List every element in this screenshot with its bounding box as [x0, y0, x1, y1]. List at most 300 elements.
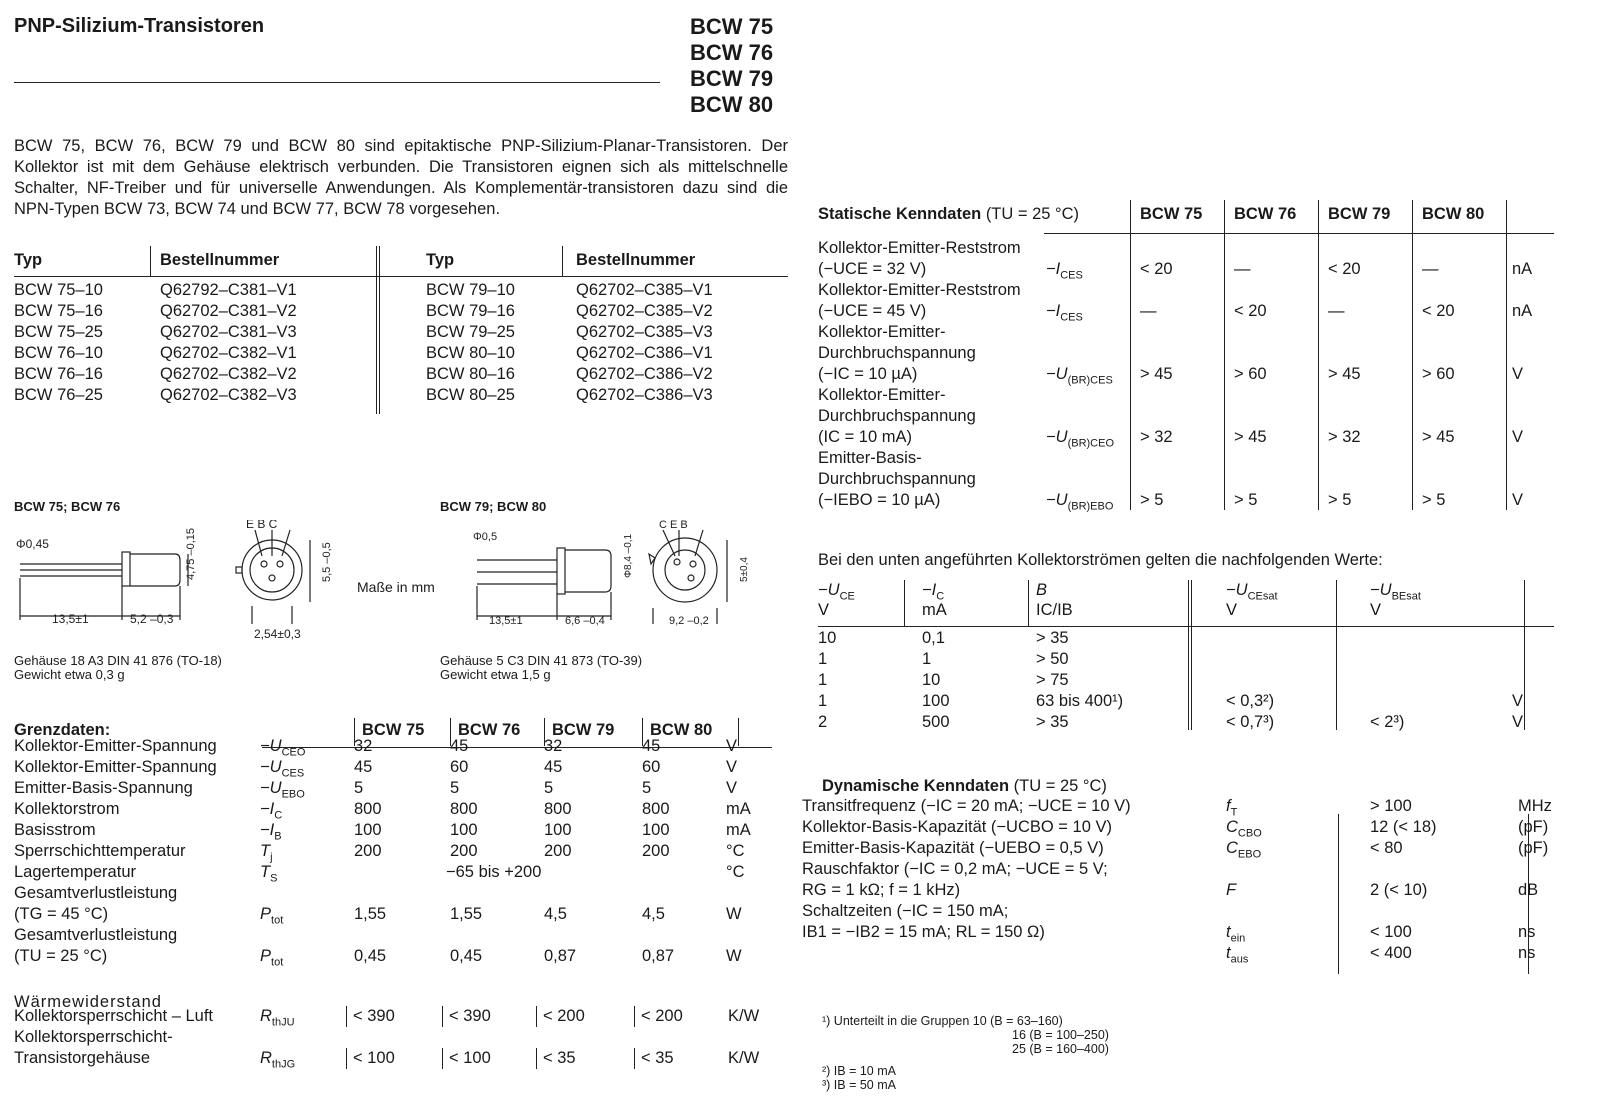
param-name: Transistorgehäuse [14, 1049, 151, 1067]
col-divider [904, 580, 905, 626]
dim-length: 13,5±1 [489, 615, 523, 627]
param-value: — [1328, 302, 1345, 320]
param-name: Durchbruchspannung [818, 344, 976, 362]
order-type-cell: BCW 75–25 [14, 323, 103, 341]
gain-cell: V [1512, 692, 1524, 710]
symbol-base: T [260, 863, 271, 881]
param-value: < 20 [1422, 302, 1455, 320]
param-name: Emitter-Basis-Kapazität (−UEBO = 0,5 V) [802, 839, 1104, 857]
param-value: 32 [544, 737, 563, 755]
param-name: Schaltzeiten (−IC = 150 mA; [802, 902, 1009, 920]
param-unit: ns [1518, 944, 1536, 962]
dim-d2: 5,5 –0,5 [321, 542, 333, 582]
gain-cell: 1 [818, 692, 828, 710]
param-span-value: −65 bis +200 [446, 863, 542, 881]
param-value: 5 [354, 779, 364, 797]
param-unit: V [1512, 365, 1524, 383]
symbol-subscript: ein [1230, 932, 1246, 945]
limits-col: BCW 80 [650, 721, 713, 739]
caption-right-2: Gewicht etwa 1,5 g [440, 667, 551, 682]
param-value: 45 [642, 737, 661, 755]
dynamic-table [800, 776, 1600, 986]
symbol-subscript: CE [839, 590, 855, 603]
order-type-cell: BCW 79–10 [426, 281, 515, 299]
gain-cell: > 35 [1036, 713, 1069, 731]
symbol-base: P [260, 947, 272, 965]
footnote: 25 (B = 160–400) [1012, 1042, 1109, 1056]
gain-header-unit: V [818, 601, 830, 619]
param-name: Kollektorsperrschicht – Luft [14, 1007, 214, 1025]
gain-cell: > 50 [1036, 650, 1069, 668]
order-number-cell: Q62702–C386–V2 [576, 365, 713, 383]
pin-labels: C E B [659, 520, 688, 531]
param-name: (−UCE = 45 V) [818, 302, 927, 320]
param-symbol [260, 1006, 295, 1033]
limits-col: BCW 76 [458, 721, 521, 739]
symbol-subscript: (BR)EBO [1067, 500, 1114, 513]
order-type-cell: BCW 76–16 [14, 365, 103, 383]
page-title: PNP-Silizium-Transistoren [14, 15, 265, 37]
gain-cell: 100 [922, 692, 950, 710]
col-divider [1318, 200, 1319, 510]
dynamic-title: Dynamische Kenndaten [822, 777, 1010, 795]
param-value: 0,87 [642, 947, 675, 965]
thermal-title: Wärmewiderstand [14, 993, 162, 1011]
static-title: Statische Kenndaten [818, 205, 982, 223]
gain-header-unit: IC/IB [1036, 601, 1073, 619]
param-value: > 5 [1328, 491, 1352, 509]
order-type-cell: BCW 75–16 [14, 302, 103, 320]
param-value: 0,45 [354, 947, 387, 965]
param-name: (−UCE = 32 V) [818, 260, 927, 278]
param-value: 4,5 [544, 905, 567, 923]
collector-note: Bei den unten angeführten Kollektorströmen gelten die nachfolgenden Werte: [818, 551, 1383, 569]
static-table [800, 200, 1600, 520]
param-name: Kollektor-Emitter-Spannung [14, 758, 217, 776]
param-condition: RG = 1 kΩ; f = 1 kHz) [802, 881, 961, 899]
param-unit: V [726, 758, 738, 776]
param-unit: (pF) [1518, 818, 1549, 836]
order-number-cell: Q62702–C386–V1 [576, 344, 713, 362]
param-unit: mA [726, 800, 751, 818]
col-divider [1028, 580, 1029, 626]
gain-cell: > 35 [1036, 629, 1069, 647]
param-value: 100 [450, 821, 478, 839]
order-type-cell: BCW 79–16 [426, 302, 515, 320]
gain-cell: > 75 [1036, 671, 1069, 689]
to18-drawing [10, 520, 340, 645]
dim-body: 6,6 –0,4 [565, 615, 605, 627]
gain-cell: 63 bis 400¹) [1036, 692, 1124, 710]
param-value: 100 [354, 821, 382, 839]
param-unit: W [726, 947, 742, 965]
param-name: Kollektor-Emitter- [818, 386, 946, 404]
order-col-divider [562, 246, 563, 276]
order-number-cell: Q62702–C386–V3 [576, 386, 713, 404]
param-condition: (TG = 45 °C) [14, 905, 109, 923]
param-symbol: F [1226, 881, 1237, 899]
order-number-cell: Q62702–C381–V3 [160, 323, 297, 341]
symbol-base: C [1226, 818, 1238, 836]
symbol-subscript: CES [1060, 269, 1083, 282]
param-value: 0,87 [544, 947, 577, 965]
param-value: > 45 [1328, 365, 1361, 383]
param-condition: IB1 = −IB2 = 15 mA; RL = 150 Ω) [802, 923, 1045, 941]
limits-header-rule [262, 747, 772, 748]
gain-cell: 500 [922, 713, 950, 731]
caption-right-1: Gehäuse 5 C3 DIN 41 873 (TO-39) [440, 653, 643, 668]
col-divider [1224, 200, 1225, 510]
gain-cell: < 2³) [1370, 713, 1405, 731]
symbol-base: −I [922, 581, 937, 599]
param-value: 200 [642, 842, 670, 860]
param-symbol [1046, 364, 1113, 391]
param-name: Gesamtverlustleistung [14, 884, 178, 902]
gain-cell: < 0,3²) [1226, 692, 1275, 710]
gain-cell: 1 [818, 671, 828, 689]
symbol-subscript: C [936, 590, 945, 603]
param-value: > 60 [1422, 365, 1455, 383]
param-value: 5 [642, 779, 652, 797]
param-value: < 20 [1328, 260, 1361, 278]
param-value: — [1234, 260, 1251, 278]
pin-labels: E B C [246, 520, 278, 531]
param-value: < 390 [346, 1006, 395, 1027]
symbol-base: f [1226, 797, 1231, 815]
param-value: < 80 [1370, 839, 1403, 857]
param-value: 45 [450, 737, 469, 755]
param-name: Durchbruchspannung [818, 470, 976, 488]
order-double-divider [376, 246, 380, 414]
param-value: 100 [544, 821, 572, 839]
dim-diameter: Φ0,5 [473, 531, 498, 543]
symbol-base: −U [1226, 581, 1248, 599]
order-type-cell: BCW 80–16 [426, 365, 515, 383]
symbol-subscript: aus [1230, 953, 1249, 966]
param-value: 60 [642, 758, 661, 776]
param-unit: nA [1512, 302, 1533, 320]
static-col: BCW 80 [1422, 205, 1485, 223]
to39-drawing [465, 520, 765, 645]
param-name: Kollektor-Emitter-Spannung [14, 737, 217, 755]
param-value: 200 [354, 842, 382, 860]
col-divider [1336, 580, 1337, 730]
dynamic-cond: (TU = 25 °C) [1013, 777, 1107, 795]
param-symbol [1226, 943, 1248, 970]
gain-cell: 10 [922, 671, 941, 689]
param-symbol [260, 1048, 295, 1075]
param-symbol [1046, 490, 1113, 517]
param-value: 200 [544, 842, 572, 860]
param-unit: ns [1518, 923, 1536, 941]
gain-header-unit: V [1226, 601, 1238, 619]
param-unit: °C [726, 863, 745, 881]
param-value: 800 [642, 800, 670, 818]
param-value: 60 [450, 758, 469, 776]
param-name: Lagertemperatur [14, 863, 136, 881]
param-name: Kollektor-Emitter-Reststrom [818, 239, 1021, 257]
footnote: ³) IB = 50 mA [822, 1078, 896, 1092]
dim-pitch: 9,2 –0,2 [669, 615, 709, 627]
type-name: BCW 76 [690, 40, 774, 65]
param-unit: MHz [1518, 797, 1552, 815]
symbol-base: −U [1046, 491, 1068, 509]
symbol-base: C [1226, 839, 1238, 857]
param-name: Kollektorstrom [14, 800, 120, 818]
gain-cell: < 0,7³) [1226, 713, 1275, 731]
order-number-cell: Q62702–C382–V3 [160, 386, 297, 404]
gain-cell: 10 [818, 629, 837, 647]
dim-length: 13,5±1 [52, 612, 89, 626]
static-col: BCW 79 [1328, 205, 1391, 223]
param-unit: (pF) [1518, 839, 1549, 857]
title-rule [14, 82, 660, 83]
param-value: < 400 [1370, 944, 1412, 962]
param-name: Emitter-Basis-Spannung [14, 779, 193, 797]
order-number-cell: Q62702–C381–V2 [160, 302, 297, 320]
param-name: (IC = 10 mA) [818, 428, 912, 446]
symbol-subscript: CEsat [1247, 590, 1278, 603]
dim-height: 4,75 –0,15 [185, 528, 197, 580]
gain-header-unit: mA [922, 601, 947, 619]
param-unit: mA [726, 821, 751, 839]
param-value: > 5 [1140, 491, 1164, 509]
param-name: Kollektor-Emitter- [818, 323, 946, 341]
param-value: 12 (< 18) [1370, 818, 1437, 836]
param-symbol [1226, 838, 1261, 865]
symbol-subscript: CBO [1237, 827, 1262, 840]
symbol-subscript: B [274, 830, 282, 843]
type-name: BCW 79 [690, 66, 774, 91]
param-value: > 45 [1422, 428, 1455, 446]
symbol-subscript: CES [1060, 311, 1083, 324]
param-unit: nA [1512, 260, 1533, 278]
limits-col: BCW 75 [362, 721, 425, 739]
param-value: < 35 [634, 1048, 674, 1069]
param-value: < 20 [1140, 260, 1173, 278]
footnote: ²) IB = 10 mA [822, 1064, 896, 1078]
param-name: Kollektorsperrschicht- [14, 1028, 173, 1046]
param-value: > 5 [1234, 491, 1258, 509]
param-value: — [1140, 302, 1157, 320]
param-value: 1,55 [450, 905, 483, 923]
symbol-subscript: C [274, 809, 283, 822]
caption-left-1: Gehäuse 18 A3 DIN 41 876 (TO-18) [14, 653, 222, 668]
param-symbol [260, 904, 283, 931]
param-value: < 390 [442, 1006, 491, 1027]
symbol-subscript: j [270, 851, 273, 864]
symbol-subscript: CEO [281, 746, 306, 759]
order-number-cell: Q62702–C385–V1 [576, 281, 713, 299]
param-symbol [1046, 301, 1083, 328]
param-value: > 32 [1328, 428, 1361, 446]
gain-cell: 1 [922, 650, 932, 668]
symbol-base: −U [1370, 581, 1392, 599]
order-number-cell: Q62702–C382–V2 [160, 365, 297, 383]
param-value: 800 [354, 800, 382, 818]
limits-title: Grenzdaten: [14, 721, 111, 739]
col-divider [1524, 580, 1525, 730]
param-value: 200 [450, 842, 478, 860]
param-value: 45 [354, 758, 373, 776]
order-number-cell: Q62702–C385–V2 [576, 302, 713, 320]
param-name: Kollektor-Emitter-Reststrom [818, 281, 1021, 299]
static-title-line [818, 204, 1079, 225]
symbol-subscript: CES [281, 767, 305, 780]
param-value: < 200 [634, 1006, 683, 1027]
symbol-base: −U [1046, 428, 1068, 446]
symbol-base: −I [260, 821, 275, 839]
order-header-bestellnummer: Bestellnummer [160, 251, 280, 269]
param-unit: V [1512, 428, 1524, 446]
param-value: > 5 [1422, 491, 1446, 509]
param-value: < 35 [536, 1048, 576, 1069]
symbol-subscript: S [270, 872, 278, 885]
param-value: 5 [544, 779, 554, 797]
intro-paragraph: BCW 75, BCW 76, BCW 79 und BCW 80 sind epitaktische PNP-Silizium-Planar-Transistoren. Der Kollektor ist mit dem Gehäuse elektrisch verbunden. Die Transistoren eignen sich als mittelschnelle Schalter, NF-Treiber und für universelle Anwendungen. Als Komplementär-transistoren dazu sind die NPN-Typen BCW 73, BCW 74 und BCW 77, BCW 78 vorgesehen. [14, 137, 788, 218]
order-type-cell: BCW 80–25 [426, 386, 515, 404]
symbol-subscript: BEsat [1391, 590, 1421, 603]
symbol-subscript: thJG [271, 1058, 296, 1071]
symbol-base: −U [818, 581, 840, 599]
symbol-base: −I [1046, 302, 1061, 320]
param-value: < 20 [1234, 302, 1267, 320]
param-unit: K/W [728, 1007, 760, 1025]
gain-table [800, 580, 1600, 750]
symbol-base: T [260, 842, 271, 860]
param-name: Emitter-Basis- [818, 449, 922, 467]
symbol-base: −I [260, 800, 275, 818]
gain-cell: 1 [818, 650, 828, 668]
symbol-base: −U [260, 779, 282, 797]
drawing-label-left: BCW 75; BCW 76 [14, 499, 121, 514]
unit-note: Maße in mm [357, 579, 435, 595]
symbol-base: B [1036, 581, 1048, 599]
limits-table [0, 710, 800, 1100]
param-symbol [1046, 259, 1083, 286]
drawing-label-right: BCW 79; BCW 80 [440, 499, 547, 514]
static-col: BCW 76 [1234, 205, 1297, 223]
order-type-cell: BCW 79–25 [426, 323, 515, 341]
symbol-base: −U [260, 737, 282, 755]
dim-body: 5,2 –0,3 [130, 612, 174, 626]
static-cond: (TU = 25 °C) [985, 205, 1080, 223]
col-divider [738, 718, 739, 746]
param-value: < 100 [1370, 923, 1412, 941]
footnote: 16 (B = 100–250) [1012, 1028, 1109, 1042]
param-value: < 100 [442, 1048, 491, 1069]
param-symbol [260, 946, 283, 973]
param-value: > 45 [1234, 428, 1267, 446]
param-name: Sperrschichttemperatur [14, 842, 186, 860]
param-name: Basisstrom [14, 821, 96, 839]
order-col-divider [150, 246, 151, 276]
param-value: 4,5 [642, 905, 665, 923]
param-value: > 60 [1234, 365, 1267, 383]
symbol-base: R [260, 1049, 272, 1067]
param-name: Transitfrequenz (−IC = 20 mA; −UCE = 10 V) [802, 797, 1131, 815]
order-header-typ-2: Typ [426, 251, 455, 269]
param-name: Durchbruchspannung [818, 407, 976, 425]
col-divider [1506, 200, 1507, 510]
symbol-base: −U [1046, 365, 1068, 383]
order-header-rule [14, 276, 788, 277]
col-divider [1130, 200, 1131, 510]
param-condition: (TU = 25 °C) [14, 947, 108, 965]
symbol-base: P [260, 905, 272, 923]
col-divider [1412, 200, 1413, 510]
symbol-subscript: (BR)CES [1067, 374, 1113, 387]
param-value: > 100 [1370, 797, 1412, 815]
order-table [14, 246, 788, 416]
param-unit: V [726, 737, 738, 755]
dynamic-title-line [822, 776, 1107, 797]
param-unit: V [726, 779, 738, 797]
param-value: 32 [354, 737, 373, 755]
symbol-base: t [1226, 944, 1231, 962]
param-unit: V [1512, 491, 1524, 509]
symbol-subscript: tot [271, 914, 284, 927]
param-name: (−IEBO = 10 µA) [818, 491, 941, 509]
param-value: 100 [642, 821, 670, 839]
symbol-subscript: (BR)CEO [1067, 437, 1115, 450]
dim-height: Φ8,4 –0,1 [623, 533, 634, 578]
double-divider [1188, 580, 1192, 730]
param-value: > 45 [1140, 365, 1173, 383]
param-value: 800 [450, 800, 478, 818]
dim-pitch: 2,54±0,3 [254, 627, 301, 641]
order-number-cell: Q62702–C382–V1 [160, 344, 297, 362]
gain-cell: 0,1 [922, 629, 945, 647]
param-symbol [1046, 427, 1114, 454]
caption-left-2: Gewicht etwa 0,3 g [14, 667, 125, 682]
param-unit: dB [1518, 881, 1539, 899]
symbol-subscript: thJU [271, 1016, 295, 1029]
param-value: 0,45 [450, 947, 483, 965]
order-type-cell: BCW 80–10 [426, 344, 515, 362]
symbol-subscript: EBO [1237, 848, 1262, 861]
param-unit: K/W [728, 1049, 760, 1067]
param-value: 800 [544, 800, 572, 818]
gain-header-rule [818, 626, 1554, 627]
static-col: BCW 75 [1140, 205, 1203, 223]
type-list [690, 14, 773, 118]
order-header-typ: Typ [14, 251, 43, 269]
type-name: BCW 80 [690, 92, 774, 117]
order-type-cell: BCW 76–25 [14, 386, 103, 404]
dim-d2: 5±0,4 [739, 557, 750, 582]
param-value: 2 (< 10) [1370, 881, 1428, 899]
symbol-base: R [260, 1007, 272, 1025]
param-value: — [1422, 260, 1439, 278]
param-unit: °C [726, 842, 745, 860]
param-value: < 100 [346, 1048, 395, 1069]
param-value: 45 [544, 758, 563, 776]
gain-cell: V [1512, 713, 1524, 731]
col-divider [1338, 814, 1339, 974]
param-name: Rauschfaktor (−IC = 0,2 mA; −UCE = 5 V; [802, 860, 1108, 878]
order-number-cell: Q62792–C381–V1 [160, 281, 297, 299]
param-unit: W [726, 905, 742, 923]
symbol-base: t [1226, 923, 1231, 941]
param-name: Kollektor-Basis-Kapazität (−UCBO = 10 V) [802, 818, 1112, 836]
dim-diameter: Φ0,45 [16, 537, 49, 551]
param-value: < 200 [536, 1006, 585, 1027]
symbol-base: −I [1046, 260, 1061, 278]
type-name: BCW 75 [690, 14, 774, 39]
param-value: > 32 [1140, 428, 1173, 446]
order-header-bestellnummer-2: Bestellnummer [576, 251, 696, 269]
